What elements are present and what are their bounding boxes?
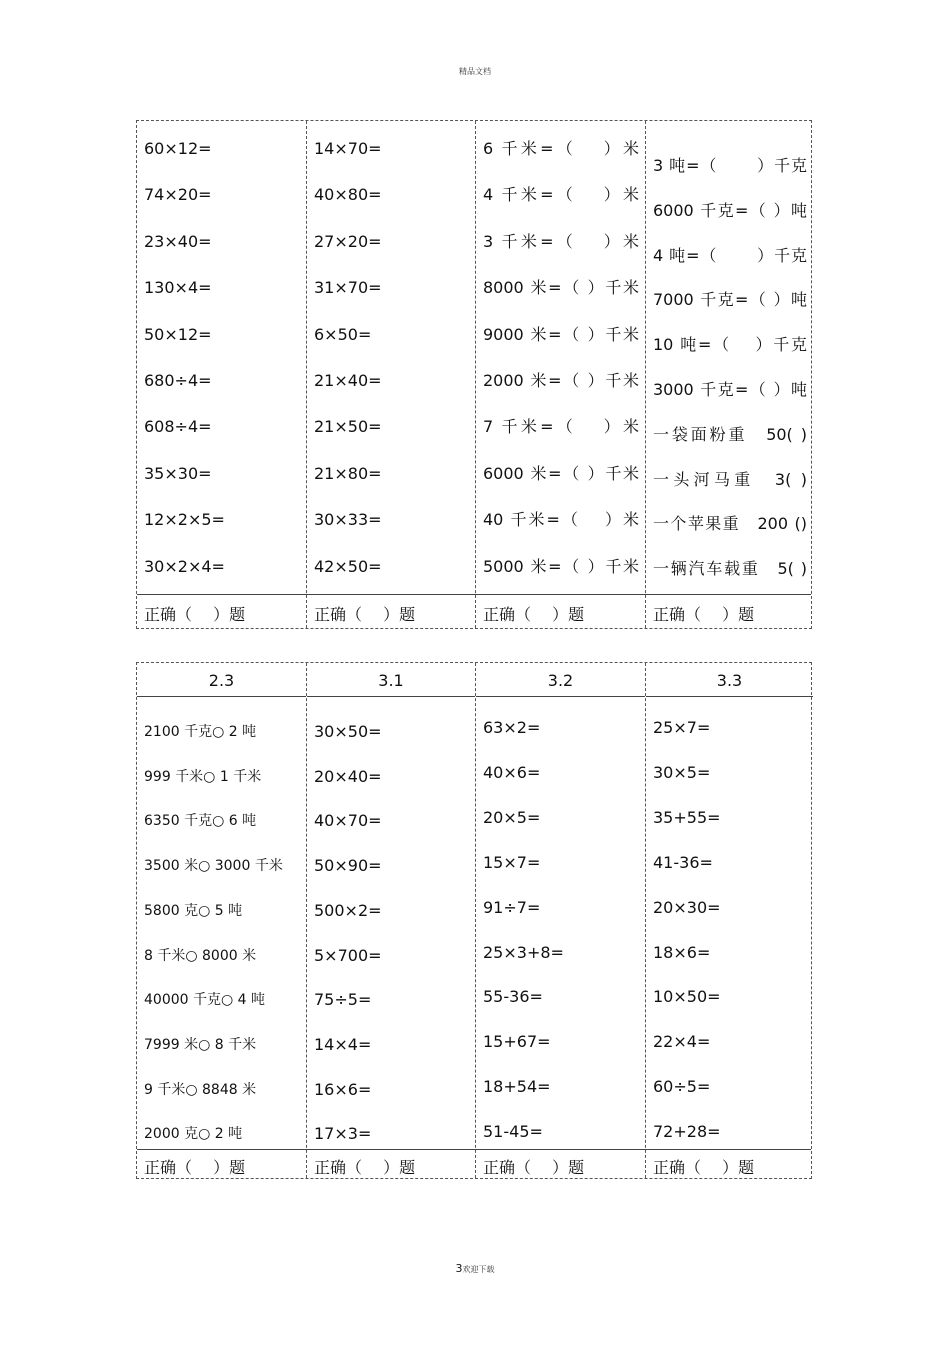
exercise-item: 7999 米○ 8 千米: [144, 1036, 257, 1053]
exercise-item: 20×5=: [483, 807, 541, 827]
exercise-item: 51-45=: [483, 1122, 543, 1142]
exercise-item: 50×12=: [144, 324, 212, 344]
column-title: 3.2: [476, 663, 645, 697]
exercise-item: 3 千米=（ ）米: [483, 231, 639, 251]
exercise-item: 74×20=: [144, 185, 212, 205]
exercise-item: 21×40=: [314, 371, 382, 390]
exercise-item: 31×70=: [314, 278, 382, 298]
table2-footer-divider: [137, 1149, 811, 1150]
exercise-item: 14×70=: [314, 139, 382, 158]
exercise-item: 680÷4=: [144, 371, 212, 390]
exercise-item: 6000 千克=（ ）吨: [653, 200, 807, 220]
column-title: 2.3: [137, 663, 306, 697]
footer-text: 欢迎下载: [462, 1265, 495, 1274]
exercise-item: 10 吨=（ ）千克: [653, 335, 807, 355]
exercise-item: 7 千米=（ ）米: [483, 417, 639, 437]
exercise-item: 3500 米○ 3000 千米: [144, 858, 283, 875]
exercise-item: 2100 千克○ 2 吨: [144, 724, 257, 740]
exercise-item: 75÷5=: [314, 990, 372, 1010]
exercise-item: 63×2=: [483, 718, 541, 737]
exercise-item: 55-36=: [483, 987, 543, 1007]
exercise-item: 21×50=: [314, 417, 382, 437]
exercise-item: 一个苹果重 200 (): [653, 514, 807, 534]
exercise-item: 20×30=: [653, 897, 721, 917]
correct-count-label: 正确（ ）题: [483, 1158, 585, 1177]
table1-column-2: [306, 121, 475, 628]
exercise-item: 30×50=: [314, 722, 382, 741]
exercise-table-1: [136, 120, 812, 629]
correct-count-label: 正确（ ）题: [314, 605, 416, 624]
exercise-item: 20×40=: [314, 766, 382, 786]
exercise-item: 2000 米=（ ）千米: [483, 371, 639, 390]
correct-count-label: 正确（ ）题: [653, 1158, 755, 1177]
exercise-item: 6000 米=（ ）千米: [483, 463, 639, 483]
exercise-item: 16×6=: [314, 1079, 372, 1099]
table1-footer-divider: [137, 594, 811, 595]
exercise-item: 40 千米=（ ）米: [483, 510, 639, 530]
table1-column-4: [645, 121, 813, 628]
exercise-item: 42×50=: [314, 556, 382, 576]
exercise-item: 40×80=: [314, 185, 382, 205]
table2-column-3: [475, 663, 645, 1178]
exercise-item: 41-36=: [653, 852, 713, 872]
exercise-item: 5000 米=（ ）千米: [483, 556, 639, 576]
exercise-item: 40×70=: [314, 811, 382, 831]
exercise-item: 7000 千克=（ ）吨: [653, 290, 807, 310]
exercise-item: 21×80=: [314, 463, 382, 483]
exercise-item: 500×2=: [314, 900, 382, 920]
exercise-item: 18×6=: [653, 942, 711, 962]
table2-column-1: [137, 663, 306, 1178]
exercise-item: 9 千米○ 8848 米: [144, 1081, 257, 1098]
exercise-item: 5×700=: [314, 945, 382, 965]
exercise-item: 14×4=: [314, 1034, 372, 1054]
page-number: 3: [455, 1262, 463, 1275]
exercise-item: 22×4=: [653, 1032, 711, 1052]
table2-column-4: [645, 663, 813, 1178]
exercise-item: 35×30=: [144, 463, 212, 483]
exercise-item: 91÷7=: [483, 897, 541, 917]
exercise-item: 12×2×5=: [144, 510, 225, 530]
exercise-item: 60÷5=: [653, 1077, 711, 1097]
exercise-item: 30×5=: [653, 762, 711, 782]
exercise-item: 72+28=: [653, 1122, 721, 1142]
exercise-item: 25×3+8=: [483, 942, 564, 962]
correct-count-label: 正确（ ）题: [144, 1158, 246, 1177]
correct-count-label: 正确（ ）题: [483, 605, 585, 624]
page-footer: [0, 1262, 950, 1275]
exercise-item: 5800 克○ 5 吨: [144, 902, 243, 919]
page-header: 精品文档: [459, 67, 491, 76]
exercise-item: 4 千米=（ ）米: [483, 185, 639, 205]
exercise-item: 50×90=: [314, 856, 382, 876]
exercise-item: 8 千米○ 8000 米: [144, 947, 257, 964]
exercise-item: 608÷4=: [144, 417, 212, 437]
exercise-item: 一头河马重 3( ): [653, 469, 807, 489]
exercise-item: 一辆汽车载重 5( ): [653, 559, 807, 579]
correct-count-label: 正确（ ）题: [144, 605, 246, 624]
table1-column-3: [475, 121, 645, 628]
table1-column-1: [137, 121, 306, 628]
exercise-item: 999 千米○ 1 千米: [144, 768, 262, 785]
exercise-item: 6 千米=（ ）米: [483, 139, 639, 158]
exercise-item: 15×7=: [483, 852, 541, 872]
exercise-item: 3 吨=（ ）千克: [653, 156, 807, 175]
exercise-item: 18+54=: [483, 1077, 551, 1097]
column-title: 3.1: [307, 663, 475, 697]
exercise-item: 6350 千克○ 6 吨: [144, 813, 257, 830]
exercise-item: 15+67=: [483, 1032, 551, 1052]
exercise-item: 6×50=: [314, 324, 372, 344]
correct-count-label: 正确（ ）题: [653, 605, 755, 624]
correct-count-label: 正确（ ）题: [314, 1158, 416, 1177]
exercise-item: 130×4=: [144, 278, 212, 298]
exercise-item: 4 吨=（ ）千克: [653, 245, 807, 265]
exercise-item: 2000 克○ 2 吨: [144, 1126, 243, 1143]
exercise-item: 30×2×4=: [144, 556, 225, 576]
exercise-item: 35+55=: [653, 807, 721, 827]
exercise-item: 23×40=: [144, 231, 212, 251]
exercise-item: 60×12=: [144, 139, 212, 158]
exercise-item: 9000 米=（ ）千米: [483, 324, 639, 344]
exercise-item: 30×33=: [314, 510, 382, 530]
exercise-item: 27×20=: [314, 231, 382, 251]
exercise-item: 8000 米=（ ）千米: [483, 278, 639, 298]
exercise-item: 10×50=: [653, 987, 721, 1007]
exercise-item: 40×6=: [483, 762, 541, 782]
exercise-item: 40000 千克○ 4 吨: [144, 992, 266, 1009]
exercise-item: 一袋面粉重 50( ): [653, 424, 807, 444]
table2-column-2: [306, 663, 475, 1178]
exercise-item: 25×7=: [653, 718, 711, 737]
exercise-table-2: [136, 662, 812, 1179]
column-title: 3.3: [646, 663, 813, 697]
exercise-item: 3000 千克=（ ）吨: [653, 380, 807, 399]
exercise-item: 17×3=: [314, 1124, 372, 1144]
